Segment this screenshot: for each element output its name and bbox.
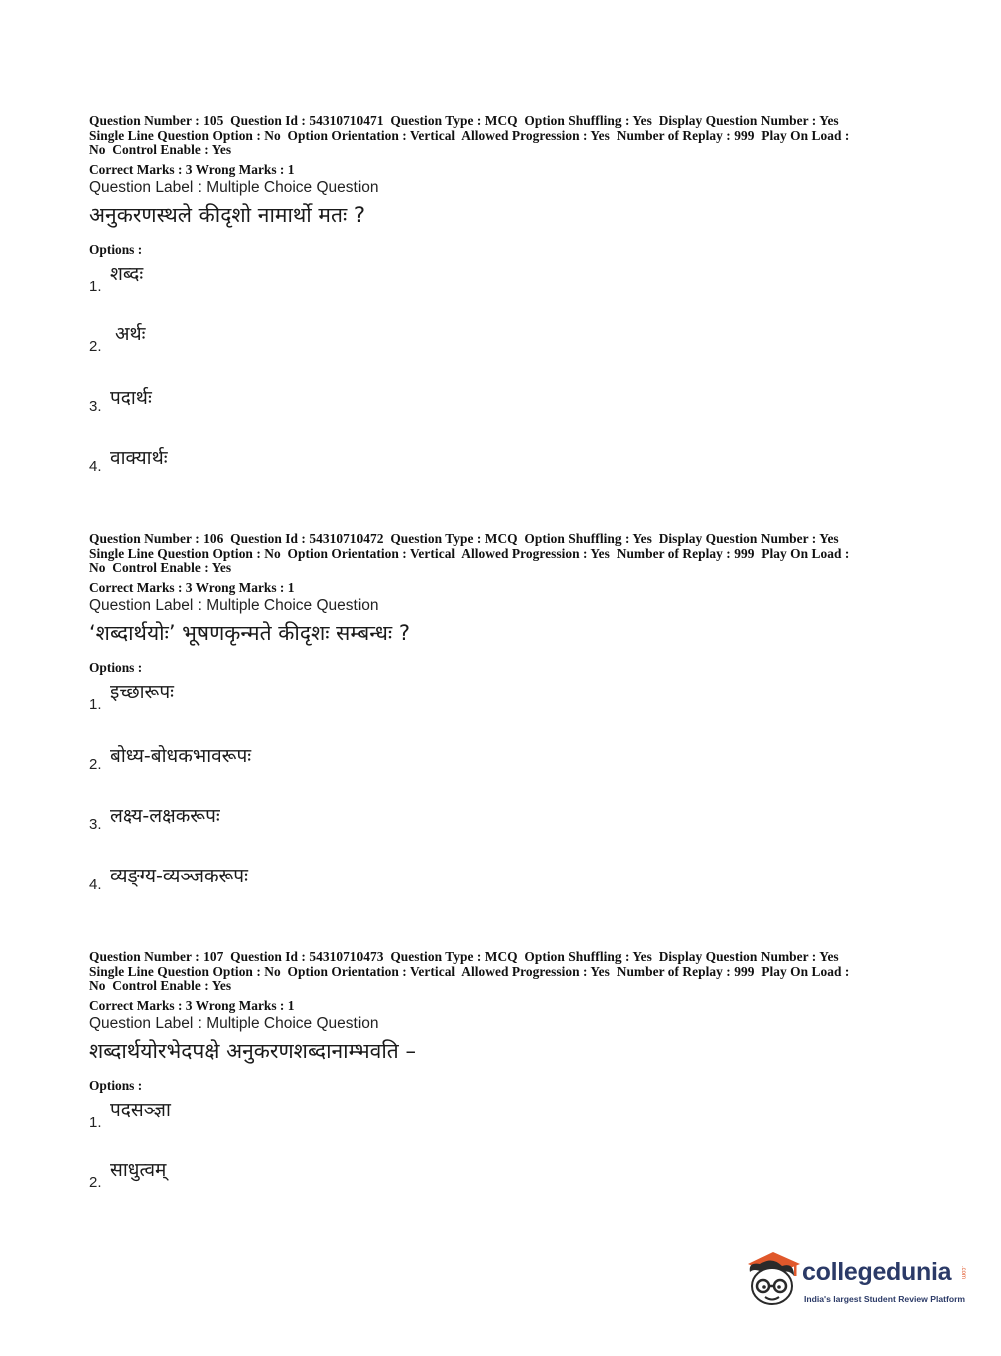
option-item[interactable] [89,260,919,320]
question-text: ‘शब्दार्थयोः’ भूषणकृन्मते कीदृशः सम्बन्धः ? [89,620,410,645]
option-text: इच्छारूपः [110,680,174,703]
meta-line: No Control Enable : Yes [89,978,232,994]
option-text: व्यङ्ग्य-व्यञ्जकरूपः [110,864,248,887]
meta-line: Question Number : 107 Question Id : 54310710473 Question Type : MCQ Option Shuffling : Yes Display Question Number : Yes [89,949,839,964]
option-number: 3. [89,815,102,833]
option-item[interactable] [89,440,919,500]
options-heading: Options : [89,1077,143,1093]
option-number: 2. [89,1173,102,1191]
option-text: शब्दः [110,262,144,285]
meta-line: No Control Enable : Yes [89,142,232,158]
option-text: साधुत्वम् [110,1158,167,1181]
option-number: 3. [89,397,102,415]
question-marks: Correct Marks : 3 Wrong Marks : 1 [89,161,295,177]
option-number: 4. [89,457,102,475]
meta-line: No Control Enable : Yes [89,560,232,576]
question-text: शब्दार्थयोरभेदपक्षे अनुकरणशब्दानाम्भवति – [89,1038,416,1063]
question-marks: Correct Marks : 3 Wrong Marks : 1 [89,579,295,595]
question-meta [89,114,919,158]
option-number: 2. [89,337,102,355]
option-item[interactable] [89,380,919,440]
option-number: 1. [89,1113,102,1131]
options-list [89,1096,919,1216]
option-text: वाक्यार्थः [110,446,168,469]
question-text: अनुकरणस्थले कीदृशो नामार्थो मतः ? [89,202,366,227]
question-block [89,532,919,918]
option-item[interactable] [89,858,919,918]
question-block [89,114,919,500]
mascot-icon [742,1248,804,1310]
options-heading: Options : [89,659,143,675]
option-item[interactable] [89,320,919,380]
meta-line: Single Line Question Option : No Option Orientation : Vertical Allowed Progression : Yes Number of Replay : 999 Play On Load : [89,545,850,561]
option-number: 1. [89,277,102,295]
question-label: Question Label : Multiple Choice Question [89,596,379,614]
question-meta [89,950,919,994]
question-label: Question Label : Multiple Choice Question [89,1014,379,1032]
option-text: पदार्थः [110,386,152,409]
option-number: 1. [89,695,102,713]
meta-line: Question Number : 106 Question Id : 54310710472 Question Type : MCQ Option Shuffling : Yes Display Question Number : Yes [89,531,839,546]
option-number: 4. [89,875,102,893]
question-label: Question Label : Multiple Choice Question [89,178,379,196]
collegedunia-logo[interactable] [742,1248,972,1318]
option-text: लक्ष्य-लक्षकरूपः [110,804,220,827]
question-meta [89,532,919,576]
option-item[interactable] [89,1156,919,1216]
meta-line: Question Number : 105 Question Id : 54310710471 Question Type : MCQ Option Shuffling : Yes Display Question Number : Yes [89,113,839,128]
meta-line: Single Line Question Option : No Option Orientation : Vertical Allowed Progression : Yes Number of Replay : 999 Play On Load : [89,963,850,979]
logo-tagline: India's largest Student Review Platform [804,1294,966,1304]
meta-line: Single Line Question Option : No Option Orientation : Vertical Allowed Progression : Yes Number of Replay : 999 Play On Load : [89,127,850,143]
logo-brand-name: collegedunia [802,1258,952,1286]
question-marks: Correct Marks : 3 Wrong Marks : 1 [89,997,295,1013]
option-item[interactable] [89,1096,919,1156]
question-block [89,950,919,1216]
options-list [89,678,919,918]
options-heading: Options : [89,241,143,257]
option-text: पदसञ्ज्ञा [110,1098,171,1121]
options-list [89,260,919,500]
option-text: अर्थः [115,322,146,345]
option-text: बोध्य-बोधकभावरूपः [110,744,252,767]
option-number: 2. [89,755,102,773]
logo-brand-suffix: .com [960,1266,966,1280]
option-item[interactable] [89,678,919,738]
option-item[interactable] [89,738,919,798]
option-item[interactable] [89,798,919,858]
